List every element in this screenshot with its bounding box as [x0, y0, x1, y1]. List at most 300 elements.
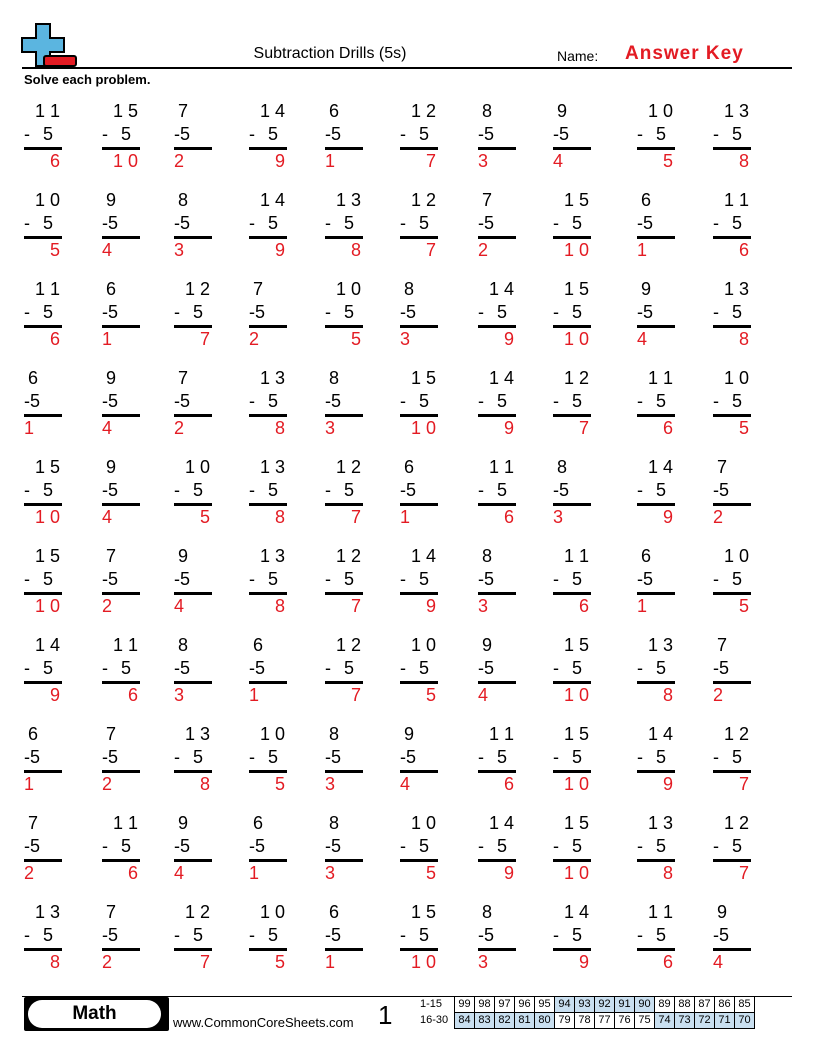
answer: 5: [199, 507, 210, 527]
answer: 9: [662, 507, 673, 527]
answer-line: [102, 592, 140, 595]
answer: 9: [49, 685, 60, 705]
minuend: 1 4: [488, 368, 514, 388]
answer: 8: [738, 329, 749, 349]
subtraction-problem: [637, 546, 681, 618]
score-cell: 98: [475, 997, 495, 1013]
subtraction-problem: [713, 902, 757, 974]
minuend: 1 2: [563, 368, 589, 388]
answer-line: [249, 592, 287, 595]
answer: 8: [49, 952, 60, 972]
answer-line: [249, 681, 287, 684]
answer-line: [325, 414, 363, 417]
answer-line: [174, 147, 212, 150]
subtrahend: - 5: [553, 925, 587, 945]
subtraction-problem: [400, 546, 444, 618]
answer-line: [478, 236, 516, 239]
answer-line: [400, 592, 438, 595]
answer: 2: [174, 151, 185, 171]
subtrahend: - 5: [325, 658, 359, 678]
subtraction-problem: [174, 635, 218, 707]
answer: 6: [127, 863, 138, 883]
subtrahend: -5: [102, 480, 119, 500]
subtrahend: -5: [102, 925, 119, 945]
subtrahend: - 5: [553, 747, 587, 767]
subtrahend: -5: [174, 213, 191, 233]
subtraction-problem: [102, 635, 146, 707]
subtrahend: -5: [102, 747, 119, 767]
minuend: 1 4: [259, 101, 285, 121]
subtraction-problem: [325, 279, 369, 351]
answer: 8: [274, 596, 285, 616]
answer-line: [174, 859, 212, 862]
subtraction-problem: [24, 279, 68, 351]
answer: 4: [102, 240, 113, 260]
minuend: 8: [482, 101, 493, 121]
answer: 4: [102, 418, 113, 438]
answer: 8: [662, 685, 673, 705]
answer: 1: [249, 863, 260, 883]
answer: 5: [738, 418, 749, 438]
answer-line: [24, 681, 62, 684]
subtrahend: -5: [637, 302, 654, 322]
minuend: 1 5: [563, 635, 589, 655]
minuend: 6: [253, 813, 264, 833]
answer: 7: [350, 685, 361, 705]
answer-line: [553, 325, 591, 328]
answer-line: [325, 147, 363, 150]
minuend: 1 4: [410, 546, 436, 566]
answer: 1: [249, 685, 260, 705]
name-label: Name:: [557, 48, 599, 64]
answer-line: [325, 325, 363, 328]
subtraction-problem: [553, 279, 597, 351]
answer: 6: [49, 151, 60, 171]
subtrahend: - 5: [400, 658, 434, 678]
answer-line: [713, 770, 751, 773]
minuend: 1 2: [723, 724, 749, 744]
subtraction-problem: [102, 546, 146, 618]
answer: 3: [325, 863, 336, 883]
subtraction-problem: [102, 101, 146, 173]
answer-line: [553, 414, 591, 417]
subtraction-problem: [478, 546, 522, 618]
score-cell: 81: [515, 1013, 535, 1029]
answer: 6: [662, 952, 673, 972]
answer-line: [102, 236, 140, 239]
subtrahend: - 5: [713, 124, 747, 144]
subtrahend: -5: [24, 391, 41, 411]
instructions: Solve each problem.: [24, 72, 151, 87]
subtraction-problem: [478, 190, 522, 262]
subtraction-problem: [24, 190, 68, 262]
subtraction-problem: [249, 101, 293, 173]
answer-line: [713, 236, 751, 239]
score-cell: 70: [735, 1013, 755, 1029]
subtrahend: - 5: [174, 480, 208, 500]
subtrahend: - 5: [102, 658, 136, 678]
subtraction-problem: [713, 724, 757, 796]
answer-line: [102, 681, 140, 684]
minuend: 1 1: [112, 635, 138, 655]
answer-line: [553, 147, 591, 150]
score-row: [418, 997, 755, 1013]
minuend: 8: [404, 279, 415, 299]
minuend: 9: [106, 368, 117, 388]
subtrahend: -5: [102, 213, 119, 233]
subtrahend: - 5: [249, 124, 283, 144]
subtrahend: - 5: [478, 747, 512, 767]
minuend: 1 3: [34, 902, 60, 922]
subtrahend: -5: [102, 391, 119, 411]
score-cell: 74: [655, 1013, 675, 1029]
answer: 3: [478, 596, 489, 616]
subtrahend: - 5: [102, 836, 136, 856]
answer-line: [400, 681, 438, 684]
subtraction-problem: [637, 279, 681, 351]
minuend: 1 4: [488, 279, 514, 299]
answer-line: [478, 503, 516, 506]
subtrahend: -5: [478, 213, 495, 233]
answer-line: [637, 325, 675, 328]
minuend: 1 2: [184, 902, 210, 922]
score-cell: 73: [675, 1013, 695, 1029]
subtrahend: - 5: [325, 213, 359, 233]
subtraction-problem: [553, 190, 597, 262]
subtrahend: -5: [325, 925, 342, 945]
answer: 8: [274, 507, 285, 527]
answer-line: [249, 147, 287, 150]
subject-label: Math: [28, 1000, 161, 1028]
answer-line: [400, 147, 438, 150]
subtrahend: - 5: [249, 569, 283, 589]
subtraction-problem: [400, 457, 444, 529]
subtraction-problem: [713, 101, 757, 173]
subtrahend: - 5: [400, 925, 434, 945]
answer-line: [400, 236, 438, 239]
minuend: 1 0: [259, 724, 285, 744]
subtraction-problem: [553, 902, 597, 974]
minuend: 9: [717, 902, 728, 922]
answer-line: [102, 325, 140, 328]
minuend: 1 0: [647, 101, 673, 121]
answer-line: [637, 859, 675, 862]
subtrahend: - 5: [713, 569, 747, 589]
answer-line: [24, 859, 62, 862]
answer: 4: [553, 151, 564, 171]
answer-line: [249, 859, 287, 862]
minuend: 1 2: [335, 457, 361, 477]
answer-line: [478, 325, 516, 328]
minuend: 1 0: [259, 902, 285, 922]
subtrahend: -5: [174, 836, 191, 856]
subtraction-problem: [102, 279, 146, 351]
answer: 9: [274, 240, 285, 260]
answer-line: [24, 770, 62, 773]
minuend: 1 1: [563, 546, 589, 566]
subtrahend: - 5: [478, 391, 512, 411]
answer-line: [249, 770, 287, 773]
minuend: 9: [178, 546, 189, 566]
answer-line: [637, 770, 675, 773]
subtrahend: -5: [637, 213, 654, 233]
minuend: 1 0: [410, 635, 436, 655]
score-cell: 92: [595, 997, 615, 1013]
website-label: www.CommonCoreSheets.com: [173, 1015, 354, 1030]
subtraction-problem: [713, 368, 757, 440]
subtrahend: -5: [478, 925, 495, 945]
score-cell: 72: [695, 1013, 715, 1029]
subtraction-problem: [102, 457, 146, 529]
subtrahend: - 5: [713, 836, 747, 856]
answer: 3: [400, 329, 411, 349]
subtraction-problem: [102, 902, 146, 974]
subtrahend: - 5: [637, 658, 671, 678]
answer: 8: [274, 418, 285, 438]
answer: 7: [425, 151, 436, 171]
minuend: 6: [329, 101, 340, 121]
score-cell: 87: [695, 997, 715, 1013]
answer: 5: [274, 774, 285, 794]
minuend: 7: [253, 279, 264, 299]
subtrahend: - 5: [24, 658, 58, 678]
answer-line: [174, 503, 212, 506]
minuend: 1 5: [34, 546, 60, 566]
subtrahend: -5: [24, 747, 41, 767]
subtraction-problem: [637, 813, 681, 885]
answer-line: [249, 948, 287, 951]
minuend: 7: [717, 635, 728, 655]
subtrahend: -5: [325, 836, 342, 856]
subtraction-problem: [400, 902, 444, 974]
answer-line: [102, 948, 140, 951]
subtraction-problem: [249, 546, 293, 618]
subtraction-problem: [249, 457, 293, 529]
answer-line: [249, 236, 287, 239]
score-cell: 71: [715, 1013, 735, 1029]
score-cell: 76: [615, 1013, 635, 1029]
subtraction-problem: [478, 457, 522, 529]
subtrahend: - 5: [24, 480, 58, 500]
answer: 1: [102, 329, 113, 349]
subtraction-problem: [637, 724, 681, 796]
subtraction-problem: [249, 190, 293, 262]
answer: 5: [49, 240, 60, 260]
answer-line: [400, 770, 438, 773]
answer-line: [478, 147, 516, 150]
answer-line: [249, 414, 287, 417]
subtrahend: -5: [713, 925, 730, 945]
answer-line: [400, 859, 438, 862]
minuend: 1 3: [184, 724, 210, 744]
answer: 9: [425, 596, 436, 616]
minuend: 9: [641, 279, 652, 299]
subtrahend: -5: [102, 302, 119, 322]
minuend: 9: [106, 457, 117, 477]
answer: 8: [350, 240, 361, 260]
answer-line: [713, 503, 751, 506]
subtrahend: -5: [400, 480, 417, 500]
subtrahend: - 5: [553, 213, 587, 233]
subtraction-problem: [325, 902, 369, 974]
subtrahend: -5: [478, 569, 495, 589]
subtraction-problem: [325, 724, 369, 796]
minuend: 1 4: [647, 724, 673, 744]
answer: 1 0: [34, 507, 60, 527]
score-cell: 82: [495, 1013, 515, 1029]
answer: 7: [350, 596, 361, 616]
subtrahend: - 5: [325, 302, 359, 322]
answer: 5: [350, 329, 361, 349]
subtrahend: -5: [478, 124, 495, 144]
answer-line: [713, 147, 751, 150]
subtrahend: -5: [249, 302, 266, 322]
minuend: 1 2: [723, 813, 749, 833]
subtrahend: - 5: [478, 836, 512, 856]
subtrahend: -5: [102, 569, 119, 589]
subtrahend: - 5: [249, 391, 283, 411]
answer-line: [400, 325, 438, 328]
subtraction-problem: [102, 724, 146, 796]
subtraction-problem: [24, 457, 68, 529]
minuend: 1 1: [34, 101, 60, 121]
answer: 1: [325, 952, 336, 972]
answer-line: [102, 503, 140, 506]
subtraction-problem: [713, 279, 757, 351]
answer: 4: [174, 863, 185, 883]
answer: 6: [578, 596, 589, 616]
subtrahend: - 5: [174, 747, 208, 767]
answer-line: [400, 414, 438, 417]
answer-line: [637, 681, 675, 684]
minuend: 9: [178, 813, 189, 833]
score-cell: 99: [455, 997, 475, 1013]
answer: 9: [662, 774, 673, 794]
subtrahend: - 5: [713, 391, 747, 411]
subtraction-problem: [174, 724, 218, 796]
answer-line: [553, 236, 591, 239]
score-cell: 77: [595, 1013, 615, 1029]
answer-line: [713, 681, 751, 684]
answer: 1 0: [410, 418, 436, 438]
minuend: 1 3: [647, 813, 673, 833]
minuend: 8: [329, 813, 340, 833]
subtraction-problem: [637, 101, 681, 173]
score-cell: 83: [475, 1013, 495, 1029]
subtraction-problem: [713, 635, 757, 707]
score-table: [418, 996, 755, 1029]
worksheet-title: Subtraction Drills (5s): [253, 45, 407, 62]
answer: 3: [325, 418, 336, 438]
answer: 7: [425, 240, 436, 260]
subtrahend: -5: [478, 658, 495, 678]
answer-line: [400, 503, 438, 506]
answer: 4: [713, 952, 724, 972]
subtraction-problem: [478, 813, 522, 885]
answer-line: [478, 770, 516, 773]
subtraction-problem: [325, 635, 369, 707]
minuend: 1 0: [723, 546, 749, 566]
answer-line: [637, 414, 675, 417]
subtraction-problem: [174, 813, 218, 885]
subtraction-problem: [325, 190, 369, 262]
subtraction-problem: [713, 457, 757, 529]
subtraction-problem: [713, 546, 757, 618]
subtrahend: -5: [174, 124, 191, 144]
answer: 3: [478, 952, 489, 972]
subtraction-problem: [478, 635, 522, 707]
subtrahend: - 5: [325, 480, 359, 500]
subtrahend: - 5: [637, 124, 671, 144]
minuend: 1 3: [647, 635, 673, 655]
subtraction-problem: [553, 724, 597, 796]
page-number: 1: [378, 1000, 393, 1030]
answer: 9: [503, 329, 514, 349]
answer: 7: [738, 774, 749, 794]
score-cell: 93: [575, 997, 595, 1013]
subtraction-problem: [249, 368, 293, 440]
subtrahend: - 5: [553, 391, 587, 411]
subtraction-problem: [637, 635, 681, 707]
minuend: 9: [404, 724, 415, 744]
score-cell: 88: [675, 997, 695, 1013]
answer: 1: [24, 774, 35, 794]
subtrahend: -5: [325, 747, 342, 767]
subtrahend: - 5: [637, 747, 671, 767]
minuend: 6: [404, 457, 415, 477]
minuend: 1 1: [647, 368, 673, 388]
answer: 3: [325, 774, 336, 794]
answer-line: [713, 948, 751, 951]
answer: 1: [24, 418, 35, 438]
subtrahend: - 5: [400, 213, 434, 233]
score-row-label: 1-15: [420, 998, 443, 1010]
answer-line: [174, 236, 212, 239]
answer-line: [102, 414, 140, 417]
answer-line: [24, 236, 62, 239]
answer: 6: [503, 507, 514, 527]
subtrahend: - 5: [713, 302, 747, 322]
score-cell: 80: [535, 1013, 555, 1029]
answer-line: [713, 414, 751, 417]
minuend: 9: [482, 635, 493, 655]
minuend: 1 3: [335, 190, 361, 210]
subtrahend: -5: [553, 124, 570, 144]
subtraction-problem: [400, 190, 444, 262]
answer-line: [325, 770, 363, 773]
subtrahend: -5: [325, 391, 342, 411]
minuend: 9: [557, 101, 568, 121]
subtraction-problem: [174, 902, 218, 974]
subtraction-problem: [478, 279, 522, 351]
answer-line: [102, 859, 140, 862]
score-cell: 86: [715, 997, 735, 1013]
minuend: 1 1: [647, 902, 673, 922]
answer-line: [553, 770, 591, 773]
answer: 6: [738, 240, 749, 260]
answer-line: [24, 503, 62, 506]
subtraction-problem: [478, 724, 522, 796]
answer-line: [24, 948, 62, 951]
minuend: 7: [178, 368, 189, 388]
answer: 1 0: [410, 952, 436, 972]
subtraction-problem: [102, 813, 146, 885]
subtrahend: -5: [249, 836, 266, 856]
answer-line: [102, 770, 140, 773]
answer-line: [174, 770, 212, 773]
answer-line: [478, 681, 516, 684]
answer: 2: [478, 240, 489, 260]
